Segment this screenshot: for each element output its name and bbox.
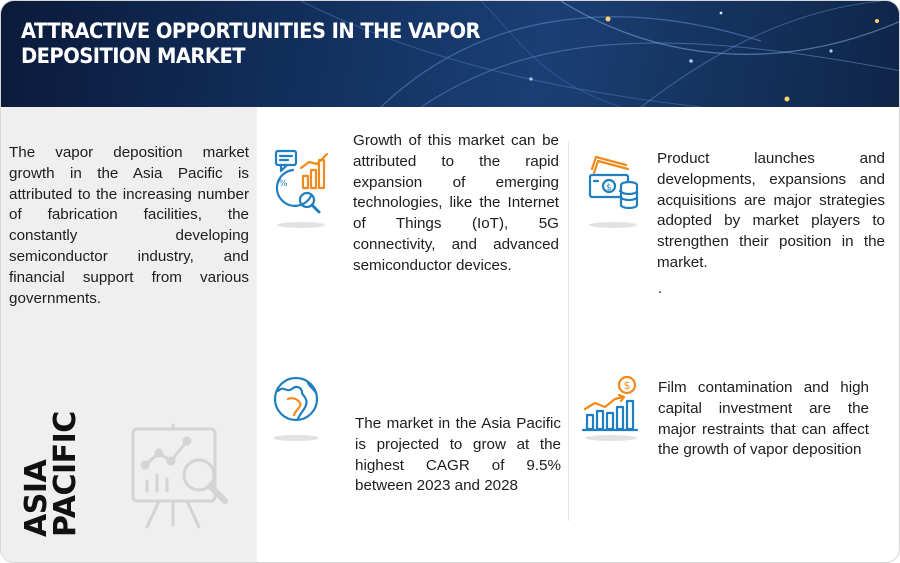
left-panel	[1, 107, 257, 563]
card-asia-pacific-cagr-text: The market in the Asia Pacific is projected to grow at the highest CAGR of 9.5% between 2023 and 2028	[355, 415, 561, 495]
icon-shadow	[589, 222, 637, 228]
region-label	[19, 411, 83, 537]
presentation-board-analytics-icon	[129, 423, 233, 533]
region-label-line-1: ASIA	[19, 459, 54, 537]
trailing-period: .	[658, 280, 663, 297]
svg-text:%: %	[279, 179, 288, 189]
card-restraints-text: Film contamination and high capital investment are the major restraints that can affect the growth of vapor deposition	[658, 379, 869, 459]
region-summary-text: The vapor deposition market growth in the Asia Pacific is attributed to the increasing number of fabrication facilities, the constantly developing semiconductor industry, and financial support from various governments.	[9, 144, 249, 307]
svg-text:$: $	[606, 183, 612, 193]
growth-bar-chart-dollar-icon	[581, 373, 641, 433]
svg-text:$: $	[623, 379, 631, 392]
money-stack-coins-icon	[586, 151, 642, 215]
icon-shadow	[277, 222, 325, 228]
icon-shadow	[273, 435, 319, 441]
card-growth-drivers-text: Growth of this market can be attributed to the rapid expansion of emerging technologies, like the Internet of Things (IoT), 5G connectivity, and advanced semiconductor devices.	[353, 132, 559, 274]
page-title: ATTRACTIVE OPPORTUNITIES IN THE VAPOR DEPOSITION MARKET	[21, 19, 481, 68]
column-divider	[568, 141, 569, 521]
header-banner	[1, 1, 900, 107]
region-label-line-2: PACIFIC	[48, 411, 83, 537]
icon-shadow	[585, 435, 637, 441]
market-analysis-chart-icon	[273, 148, 333, 220]
card-strategies-text: Product launches and developments, expansions and acquisitions are major strategies adopted by market players to strengthen their position in the market.	[657, 150, 885, 271]
globe-africa-icon	[272, 375, 322, 427]
